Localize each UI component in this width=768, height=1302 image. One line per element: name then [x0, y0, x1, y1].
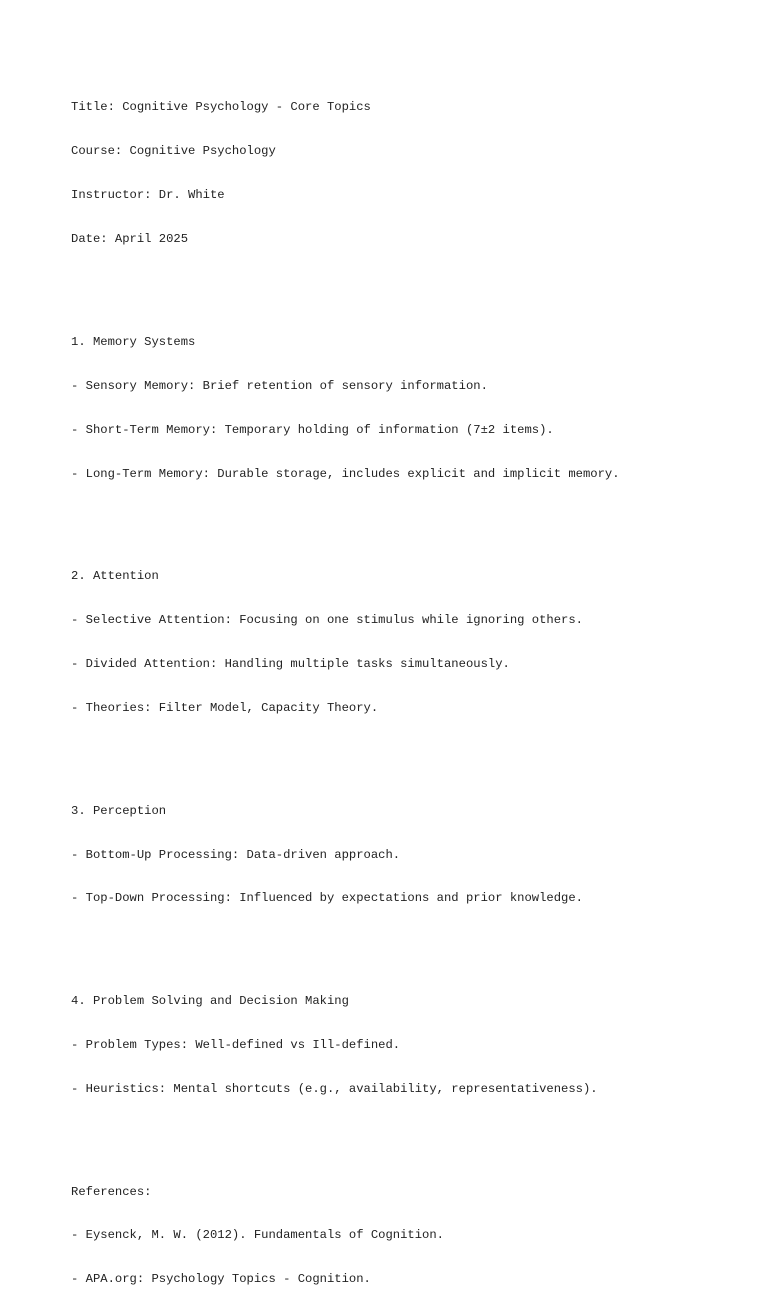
course-line: Course: Cognitive Psychology [71, 144, 276, 159]
references-heading: References: [71, 1184, 152, 1199]
list-item: - Selective Attention: Focusing on one stimulus while ignoring others. [71, 613, 583, 628]
list-item: - Divided Attention: Handling multiple tasks simultaneously. [71, 657, 510, 672]
spacer [71, 511, 751, 526]
spacer [71, 745, 751, 760]
reference-item: - APA.org: Psychology Topics - Cognition. [71, 1272, 371, 1287]
date-line: Date: April 2025 [71, 232, 189, 247]
list-item: - Problem Types: Well-defined vs Ill-defined. [71, 1038, 401, 1052]
section-heading-attention: 2. Attention [71, 569, 159, 584]
list-item: - Bottom-Up Processing: Data-driven approach. [71, 847, 401, 862]
section-heading-perception: 3. Perception [71, 803, 167, 818]
spacer [71, 276, 751, 291]
document-page [71, 71, 751, 1302]
list-item: - Heuristics: Mental shortcuts (e.g., availability, representativeness). [71, 1081, 598, 1096]
list-item: - Long-Term Memory: Durable storage, includes explicit and implicit memory. [71, 466, 620, 481]
spacer [71, 935, 751, 950]
list-item: - Short-Term Memory: Temporary holding of information (7±2 items). [71, 422, 554, 437]
spacer [71, 1126, 751, 1141]
section-heading-memory: 1. Memory Systems [71, 334, 196, 349]
instructor-line: Instructor: Dr. White [71, 188, 225, 203]
list-item: - Top-Down Processing: Influenced by expectations and prior knowledge. [71, 891, 583, 906]
list-item: - Theories: Filter Model, Capacity Theory. [71, 701, 379, 716]
section-heading-problem-solving: 4. Problem Solving and Decision Making [71, 994, 349, 1009]
doc-title: Title: Cognitive Psychology - Core Topics [71, 100, 371, 115]
list-item: - Sensory Memory: Brief retention of sensory information. [71, 378, 488, 393]
reference-item: - Eysenck, M. W. (2012). Fundamentals of Cognition. [71, 1228, 444, 1243]
